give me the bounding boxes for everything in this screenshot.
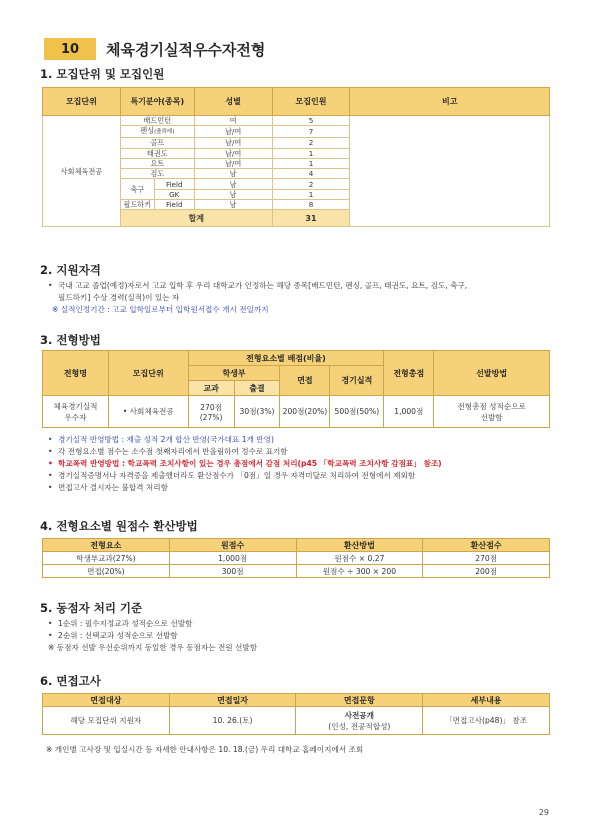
header-performance: 경기실적 — [330, 366, 384, 396]
gender-cell: 남 — [194, 189, 272, 199]
tiebreak-text — [48, 618, 553, 654]
count-cell: 7 — [272, 126, 350, 138]
count-cell: 1 — [272, 158, 350, 168]
conversion-cell: 원점수 × 0.27 — [296, 552, 423, 565]
header-selection-method: 선발방법 — [434, 351, 550, 396]
header-conversion-method: 환산방법 — [296, 539, 423, 552]
header-interview: 면접 — [280, 366, 330, 396]
method-note-4: • 경기실적증명서나 자격증을 제출했더라도 환산점수가 「0점」일 경우 자격미달로 처리하여 전형에서 제외함 — [48, 471, 416, 480]
raw-score-cell: 1,000점 — [169, 552, 296, 565]
table-row — [43, 707, 550, 735]
count-cell: 8 — [272, 200, 350, 210]
sport-cell-hockey: 필드하키 — [120, 200, 154, 210]
interview-note: ※ 개인별 고사장 및 입실시간 등 자세한 안내사항은 10. 18.(금) 우리 대학교 홈페이지에서 조회 — [46, 745, 364, 754]
tiebreak-rule-1: • 1순위 : 필수지정교과 성적순으로 선발함 — [48, 619, 193, 628]
gender-cell: 남/여 — [194, 138, 272, 148]
gender-cell: 남 — [194, 200, 272, 210]
section-heading-method: 3. 전형방법 — [40, 333, 101, 347]
count-cell: 2 — [272, 138, 350, 148]
table-row — [43, 565, 550, 578]
header-sport: 특기분야(종목) — [120, 88, 194, 116]
page-number: 29 — [538, 808, 549, 817]
count-cell: 4 — [272, 169, 350, 179]
total-label: 합계 — [120, 210, 272, 227]
section-heading-tiebreak: 5. 동점자 처리 기준 — [40, 601, 143, 615]
selection-method-cell: 전형총점 성적순으로 선발함 — [434, 396, 550, 428]
position-cell: GK — [154, 189, 194, 199]
count-cell: 5 — [272, 116, 350, 126]
header-interview-target: 면접대상 — [43, 694, 170, 707]
eligibility-line-1: • 국내 고교 졸업(예정)자로서 고교 입학 후 우리 대학교가 인정하는 해당 종목[배드민턴, 펜싱, 골프, 태권도, 요트, 검도, 축구, — [48, 281, 468, 290]
sport-cell: 요트 — [120, 158, 194, 168]
performance-score-cell: 500점(50%) — [330, 396, 384, 428]
header-unit: 모집단위 — [108, 351, 188, 396]
sport-note: (플뢰레) — [154, 129, 175, 136]
position-cell: Field — [154, 200, 194, 210]
header-unit: 모집단위 — [43, 88, 121, 116]
sport-cell: 배드민턴 — [120, 116, 194, 126]
eligibility-line-2: 필드하키] 수상 경력(실적)이 있는 자 — [58, 293, 180, 302]
method-note-5: • 면접고사 결시자는 불합격 처리함 — [48, 483, 168, 492]
header-gender: 성별 — [194, 88, 272, 116]
selection-method-table — [42, 350, 550, 428]
raw-score-cell: 300점 — [169, 565, 296, 578]
section-number-badge: 10 — [44, 38, 96, 60]
gender-cell: 남 — [194, 169, 272, 179]
eligibility-note: ※ 실적인정기간 : 고교 입학일로부터 입학원서접수 개시 전일까지 — [52, 305, 269, 314]
sport-cell: 검도 — [120, 169, 194, 179]
sport-cell-soccer: 축구 — [120, 179, 154, 200]
interview-score-cell: 200점(20%) — [280, 396, 330, 428]
method-note-3: • 학교폭력 반영방법 : 학교폭력 조치사항이 있는 경우 총점에서 감점 처리(p45 「학교폭력 조치사항 감점표」 참조) — [48, 459, 442, 468]
conversion-cell: 원점수 ÷ 300 × 200 — [296, 565, 423, 578]
unit-cell: 사회체육전공 — [43, 116, 121, 227]
sport-cell — [120, 126, 194, 138]
header-total: 전형총점 — [384, 351, 434, 396]
method-note-2: • 각 전형요소별 점수는 소수점 첫째자리에서 반올림하여 정수로 표기함 — [48, 447, 288, 456]
count-cell: 1 — [272, 189, 350, 199]
method-notes — [48, 434, 553, 494]
converted-score-cell: 200점 — [423, 565, 550, 578]
gender-cell: 남/여 — [194, 158, 272, 168]
admission-name-cell: 체육경기실적 우수자 — [43, 396, 109, 428]
header-remark: 비고 — [350, 88, 550, 116]
header-converted-score: 환산점수 — [423, 539, 550, 552]
element-cell: 학생부교과(27%) — [43, 552, 170, 565]
header-count: 모집인원 — [272, 88, 350, 116]
gender-cell: 남/여 — [194, 148, 272, 158]
interview-questions-cell: 사전공개 (인성, 전공적합성) — [296, 707, 423, 735]
page-title-text: 체육경기실적우수자전형 — [106, 40, 266, 59]
header-element: 전형요소 — [43, 539, 170, 552]
header-raw-score: 원점수 — [169, 539, 296, 552]
total-score-cell: 1,000점 — [384, 396, 434, 428]
header-subject: 교과 — [188, 381, 234, 396]
method-note-1: • 경기실적 반영방법 : 제출 성적 2개 합산 반영(국가대표 1개 반영) — [48, 435, 274, 444]
remark-cell — [350, 116, 550, 227]
section-heading-conversion: 4. 전형요소별 원점수 환산방법 — [40, 519, 198, 533]
interview-date-cell: 10. 26.(토) — [169, 707, 296, 735]
gender-cell: 남 — [194, 179, 272, 189]
page-title — [44, 38, 265, 60]
gender-cell: 여 — [194, 116, 272, 126]
table-row — [43, 552, 550, 565]
interview-target-cell: 해당 모집단위 지원자 — [43, 707, 170, 735]
total-count: 31 — [272, 210, 350, 227]
unit-cell: • 사회체육전공 — [108, 396, 188, 428]
count-cell: 2 — [272, 179, 350, 189]
header-attendance: 출결 — [234, 381, 280, 396]
conversion-table — [42, 538, 550, 578]
header-allocation: 전형요소별 배점(비율) — [188, 351, 384, 366]
interview-details-cell: 「면접고사(p48)」 참조 — [423, 707, 550, 735]
header-interview-date: 면접일자 — [169, 694, 296, 707]
tiebreak-note: ※ 동점자 선발 우선순위까지 동일한 경우 동점자는 전원 선발함 — [48, 643, 258, 652]
section-heading-recruitment: 1. 모집단위 및 모집인원 — [40, 67, 165, 81]
header-interview-details: 세부내용 — [423, 694, 550, 707]
gender-cell: 남/여 — [194, 126, 272, 138]
sport-cell: 태권도 — [120, 148, 194, 158]
subject-score-cell: 270점(27%) — [188, 396, 234, 428]
eligibility-text — [48, 280, 553, 316]
header-interview-questions: 면접문항 — [296, 694, 423, 707]
element-cell: 면접(20%) — [43, 565, 170, 578]
section-heading-interview: 6. 면접고사 — [40, 674, 101, 688]
sport-name: 펜싱 — [140, 126, 155, 136]
tiebreak-rule-2: • 2순위 : 선택교과 성적순으로 선발함 — [48, 631, 178, 640]
header-admission-name: 전형명 — [43, 351, 109, 396]
recruitment-table — [42, 87, 550, 227]
position-cell: Field — [154, 179, 194, 189]
converted-score-cell: 270점 — [423, 552, 550, 565]
attendance-score-cell: 30점(3%) — [234, 396, 280, 428]
count-cell: 1 — [272, 148, 350, 158]
interview-table — [42, 693, 550, 735]
sport-cell: 골프 — [120, 138, 194, 148]
section-heading-eligibility: 2. 지원자격 — [40, 263, 101, 277]
header-school-record: 학생부 — [188, 366, 280, 381]
